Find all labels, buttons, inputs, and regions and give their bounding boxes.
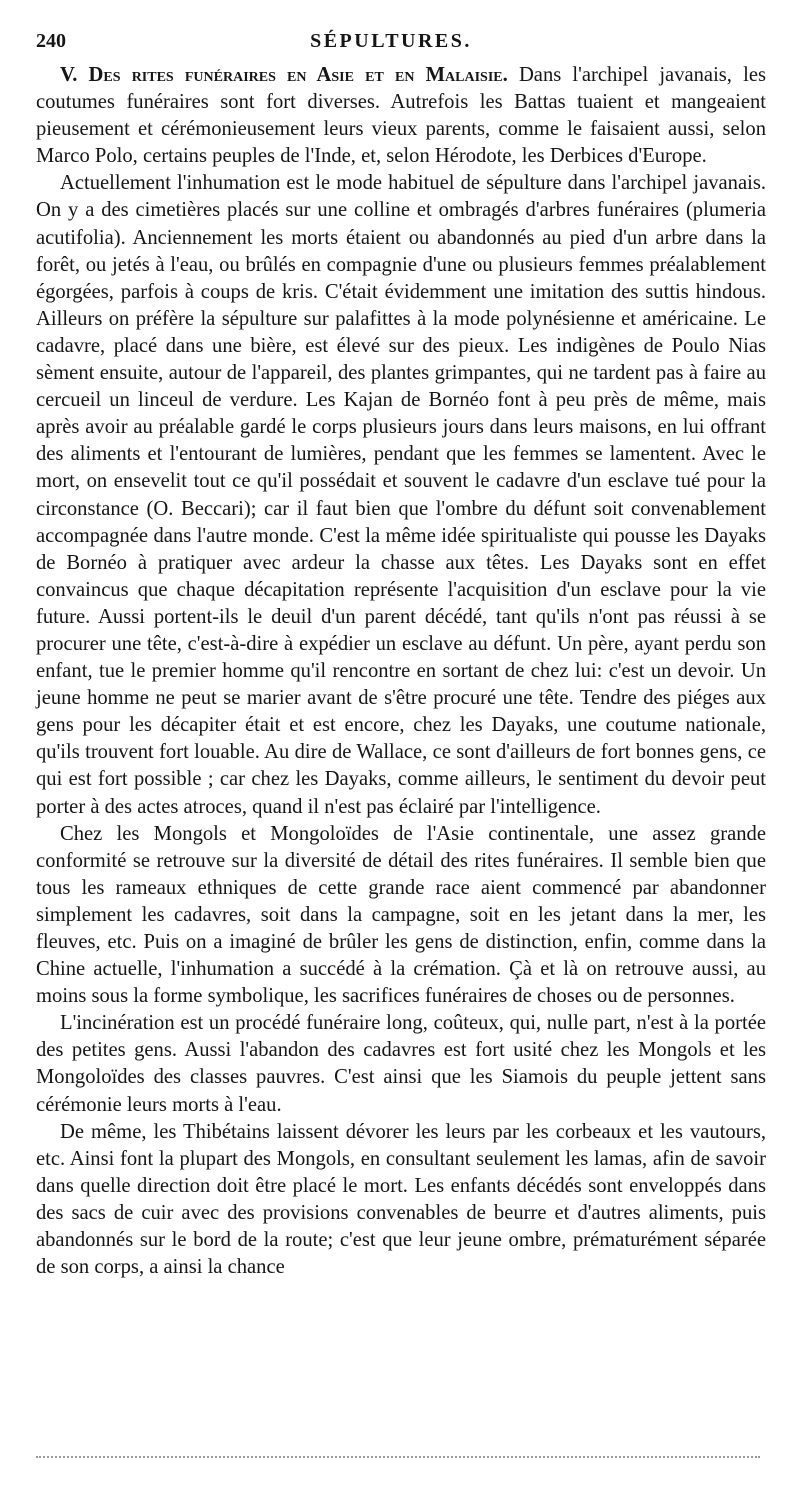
body-text [36, 62, 766, 1281]
paragraph-text: Dans l'archipel javanais, les coutumes funéraires sont fort diverses. Autrefois les Battas tuaient et mangeaient pieusement et cérémonieusement leurs vieux parents, comme le faisaient aussi, selon Marco Polo, certains peuples de l'Inde, et, selon Hérodote, les Derbices d'Europe. [36, 64, 766, 168]
paragraph: De même, les Thibétains laissent dévorer les leurs par les corbeaux et les vautours, etc. Ainsi font la plupart des Mongols, en consultant seulement les lamas, afin de savoir dans quelle direction doit être placé le mort. Les enfants décédés sont enveloppés dans des sacs de cuir avec des provisions convenables de beurre et d'autres aliments, puis abandonnés sur le bord de la route; c'est que leur jeune ombre, prématurément séparée de son corps, a ainsi la chance [36, 1120, 766, 1279]
page-number: 240 [36, 30, 66, 52]
paragraph: Actuellement l'inhumation est le mode habituel de sépulture dans l'archipel javanais. On y a des cimetières placés sur une colline et ombragés d'arbres funéraires (plumeria acutifolia). Anciennement les morts étaient ou abandonnés au pied d'un arbre dans la forêt, ou jetés à l'eau, ou brûlés en compagnie d'une ou plusieurs femmes préalablement égorgées, parfois à coups de kris. C'était évidemment une imitation des suttis hindous. Ailleurs on préfère la sépulture sur palafittes à la mode polynésienne et américaine. Le cadavre, placé dans une bière, est élevé sur des pieux. Les indigènes de Poulo Nias sèment ensuite, autour de l'appareil, des plantes grimpantes, qui ne tardent pas à faire au cercueil un linceul de verdure. Les Kajan de Bornéo font à peu près de même, mais après avoir au préalable gardé le corps plusieurs jours dans leurs maisons, en lui offrant des aliments et l'entourant de lumières, pendant que les femmes se lamentent. Avec le mort, on ensevelit tout ce qu'il possédait et souvent le cadavre d'un esclave tué pour la circonstance (O. Beccari); car il faut bien que l'ombre du défunt soit convenablement accompagnée dans l'autre monde. C'est la même idée spiritualiste qui pousse les Dayaks de Bornéo à pratiquer avec ardeur la chasse aux têtes. Les Dayaks sont en effet convaincus que chaque décapitation représente l'acquisition d'un esclave pour la vie future. Aussi portent-ils le deuil d'un parent décédé, tant qu'ils n'ont pas réussi à se procurer une tête, c'est-à-dire à expédier un esclave au défunt. Un père, ayant perdu son enfant, tue le premier homme qu'il rencontre en sortant de chez lui: c'est un devoir. Un jeune homme ne peut se marier avant de s'être procuré une tête. Tendre des piéges aux gens pour les décapiter était et est encore, chez les Dayaks, une coutume nationale, qu'ils trouvent fort louable. Au dire de Wallace, ce sont d'ailleurs de fort bonnes gens, ce qui est fort possible ; car chez les Dayaks, comme ailleurs, le sentiment du devoir peut porter à des actes atroces, quand il n'est pas éclairé par l'intelligence. [36, 172, 766, 818]
paragraph [36, 62, 766, 170]
paragraph: L'incinération est un procédé funéraire long, coûteux, qui, nulle part, n'est à la portée des petites gens. Aussi l'abandon des cadavres est fort usité chez les Mongols et les Mongoloïdes des classes pauvres. C'est ainsi que les Siamois du peuple jettent sans cérémonie leurs morts à l'eau. [36, 1012, 766, 1116]
running-title: SÉPULTURES. [310, 30, 472, 52]
paragraph: Chez les Mongols et Mongoloïdes de l'Asie continentale, une assez grande conformité se retrouve sur la diversité de détail des rites funéraires. Il semble bien que tous les rameaux ethniques de cette grande race aient commencé par abandonner simplement les cadavres, soit dans la campagne, soit en les jetant dans la mer, les fleuves, etc. Puis on a imaginé de brûler les gens de distinction, enfin, comme dans la Chine actuelle, l'inhumation a succédé à la crémation. Çà et là on retrouve aussi, au moins sous la forme symbolique, les sacrifices funéraires de choses ou de personnes. [36, 822, 766, 1008]
section-title: V. Des rites funéraires en Asie et en Malaisie. [60, 64, 508, 86]
footer-dotted-rule [36, 1456, 760, 1458]
running-head [36, 30, 766, 60]
